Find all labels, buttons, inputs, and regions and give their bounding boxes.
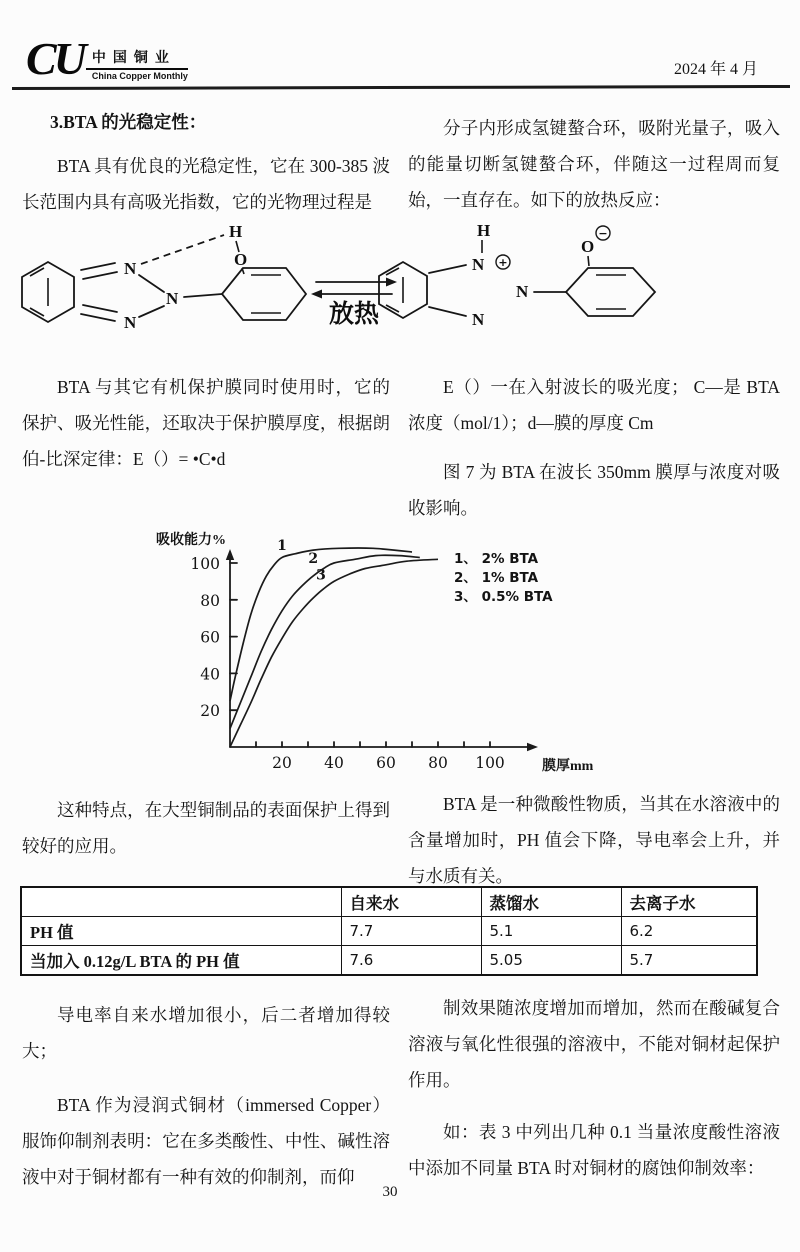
- header-rule: [12, 85, 790, 90]
- table-cell: 5.1: [481, 917, 621, 946]
- exothermic-label: 放热: [328, 301, 380, 328]
- atom-label-n: N: [472, 310, 485, 329]
- table-row: [21, 946, 757, 976]
- product-structure: [379, 221, 655, 329]
- atom-label-o: O: [581, 237, 595, 256]
- curve-number-label: 3: [316, 567, 326, 584]
- x-tick-label: 80: [428, 754, 448, 772]
- atom-label-h: H: [229, 222, 243, 241]
- atom-label-n: N: [124, 259, 137, 278]
- curve-number-label: 1: [277, 538, 287, 555]
- paragraph: BTA 是一种微酸性物质，当其在水溶液中的含量增加时，PH 值会下降，导电率会上升，并与水质有关。: [408, 794, 780, 886]
- table-cell: 5.7: [621, 946, 757, 976]
- paragraph: 分子内形成氢键螯合环，吸附光量子，吸入的能量切断氢键螯合环，伴随这一过程周而复始，一直存在。如下的放热反应：: [408, 118, 780, 210]
- curve-number-label: 2: [308, 551, 319, 567]
- atom-label-h: H: [477, 221, 491, 240]
- x-tick-label: 100: [475, 754, 505, 772]
- right-column-mid: [408, 369, 780, 539]
- legend-entry: 3、 0.5% BTA: [454, 589, 553, 605]
- paragraph: E（）一在入射波长的吸光度； C—是 BTA 浓度（mol/1）；d—膜的厚度 Cm: [408, 377, 780, 433]
- y-tick-label: 80: [200, 591, 220, 610]
- x-tick-label: 20: [272, 754, 292, 772]
- reactant-structure: [22, 222, 306, 332]
- atom-label-n: N: [516, 282, 529, 301]
- legend-entry: 2、 1% BTA: [454, 570, 539, 586]
- left-column-after-chart: [22, 792, 390, 877]
- left-column-bottom: [22, 997, 390, 1208]
- table-header-cell: [21, 887, 341, 917]
- left-column-mid: [22, 369, 390, 490]
- table-header-cell: 自来水: [341, 887, 481, 917]
- row-label: PH 值: [21, 917, 341, 946]
- y-tick-label: 20: [200, 702, 220, 721]
- masthead-titles: [86, 47, 188, 81]
- magazine-title-cn: 中国铜业: [86, 47, 188, 70]
- atom-label-n: N: [472, 255, 485, 274]
- y-axis-label: 吸收能力%: [156, 533, 226, 548]
- table-cell: 6.2: [621, 917, 757, 946]
- equilibrium-arrows: [311, 278, 397, 329]
- absorption-chart: [140, 518, 680, 793]
- table-header-cell: 蒸馏水: [481, 887, 621, 917]
- legend-entry: 1、 2% BTA: [454, 551, 539, 567]
- paragraph: 制效果随浓度增加而增加，然而在酸碱复合溶液与氧化性很强的溶液中，不能对铜材起保护作用。: [408, 998, 780, 1090]
- table-header-row: [21, 887, 757, 917]
- x-tick-label: 40: [324, 754, 344, 772]
- table-cell: 5.05: [481, 946, 621, 976]
- paragraph: BTA 具有优良的光稳定性，它在 300-385 波长范围内具有高吸光指数，它的光物理过程是: [22, 156, 390, 212]
- minus-sign: −: [598, 227, 608, 240]
- x-axis-label: 膜厚mm: [542, 759, 594, 774]
- paragraph: BTA 与其它有机保护膜同时使用时，它的保护、吸光性能，还取决于保护膜厚度，根据朗伯-比深定律：E（）= •C•d: [22, 377, 390, 469]
- y-axis-arrow: [226, 549, 234, 560]
- atom-label-o: O: [234, 250, 248, 269]
- masthead: [26, 33, 188, 84]
- table-cell: 7.6: [341, 946, 481, 976]
- row-label: 当加入 0.12g/L BTA 的 PH 值: [21, 946, 341, 976]
- atom-label-n: N: [124, 313, 137, 332]
- y-tick-label: 60: [200, 628, 220, 647]
- magazine-title-en: China Copper Monthly: [91, 71, 188, 81]
- ph-table: [20, 886, 758, 976]
- reaction-scheme-figure: [0, 212, 800, 382]
- y-tick-label: 100: [190, 555, 220, 573]
- plus-sign: +: [498, 256, 508, 269]
- x-axis-arrow: [527, 743, 538, 751]
- page-number: 30: [382, 1184, 398, 1200]
- issue-date: 2024 年 4 月: [673, 61, 758, 78]
- table-header-cell: 去离子水: [621, 887, 757, 917]
- table-row: [21, 917, 757, 946]
- paragraph: 这种特点，在大型铜制品的表面保护上得到较好的应用。: [22, 800, 390, 856]
- table-cell: 7.7: [341, 917, 481, 946]
- paragraph: 图 7 为 BTA 在波长 350mm 膜厚与浓度对吸收影响。: [408, 462, 780, 518]
- paragraph: 如：表 3 中列出几种 0.1 当量浓度酸性溶液中添加不同量 BTA 时对铜材的腐蚀仰制效率：: [408, 1122, 780, 1178]
- y-tick-label: 40: [200, 665, 220, 684]
- paragraph: 导电率自来水增加很小，后二者增加得较大；: [22, 1005, 390, 1061]
- cu-logo: CU: [26, 33, 84, 84]
- paragraph: BTA 作为浸润式铜材（immersed Copper）服饰仰制剂表明：它在多类酸性、中性、碱性溶液中对于铜材都有一种有效的仰制剂，而仰: [22, 1095, 390, 1187]
- right-column-bottom: [408, 990, 780, 1199]
- x-tick-label: 60: [376, 754, 396, 772]
- atom-label-n: N: [166, 289, 179, 308]
- section-heading: 3.BTA 的光稳定性：: [50, 112, 207, 132]
